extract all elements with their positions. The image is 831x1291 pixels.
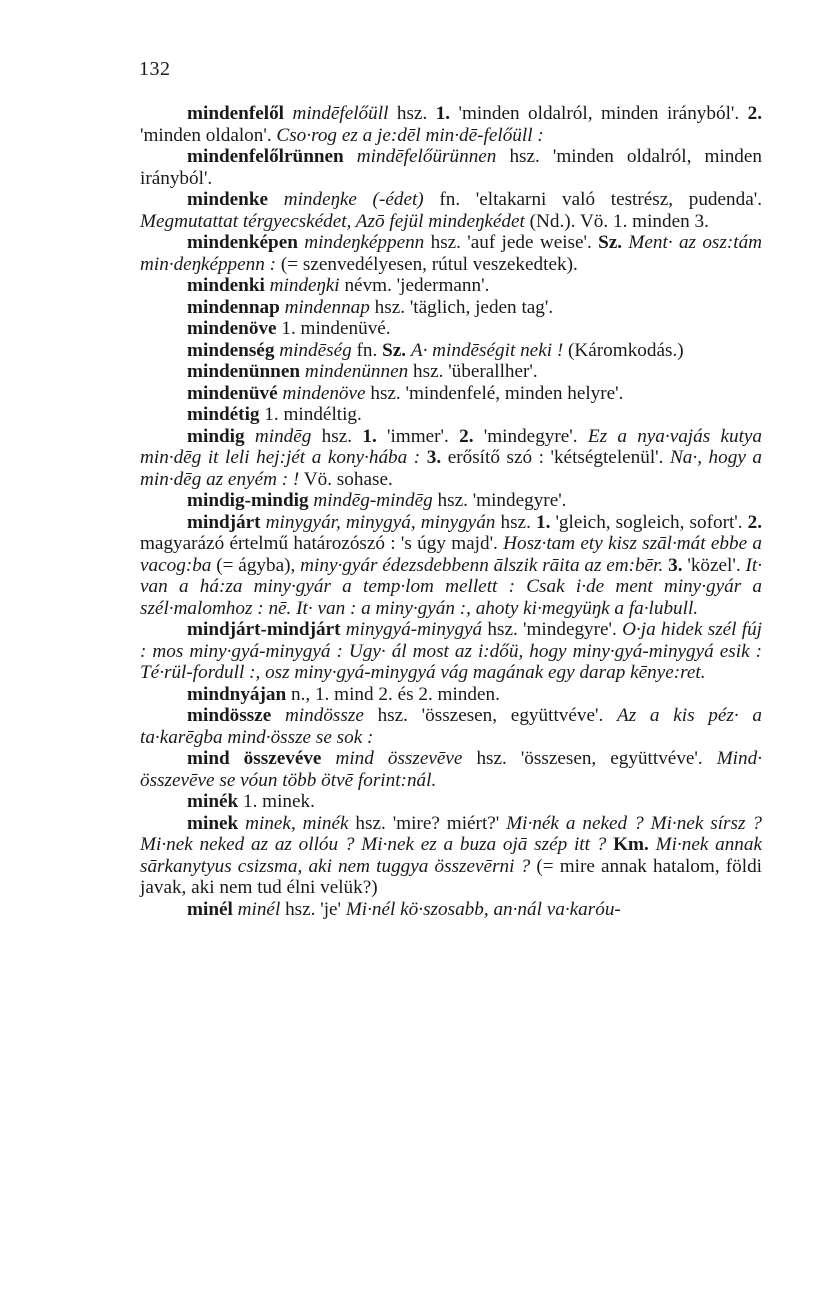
italic-text: mindeŋke (-édet) bbox=[283, 189, 424, 210]
italic-text: Ment· az osz:tám min·deŋképpenn : bbox=[140, 232, 763, 275]
italic-text: A· mindēségit neki ! bbox=[410, 339, 564, 361]
dictionary-entry bbox=[140, 297, 762, 319]
entry-text: hsz. 'minden oldalról, minden irányból'. bbox=[140, 146, 762, 189]
italic-text: minél bbox=[237, 898, 281, 920]
italic-text: minygyá-minygyá bbox=[345, 619, 483, 640]
entry-text: 'minden oldalon'. bbox=[140, 124, 277, 146]
entry-headword: mindenfelől bbox=[187, 103, 285, 124]
entry-headword: mindenség bbox=[187, 339, 275, 361]
italic-text: Megmutattat térgyecskédet, Azō fejül mindeŋkédet bbox=[140, 210, 525, 232]
dictionary-entry bbox=[140, 361, 762, 383]
entry-text: Vö. sohase. bbox=[299, 468, 393, 490]
dictionary-entry bbox=[140, 684, 762, 706]
entry-text: 'gleich, sogleich, sofort'. bbox=[550, 511, 748, 533]
entry-text: névm. 'jedermann'. bbox=[339, 275, 490, 296]
italic-text: minygyár, minygyá, minygyán bbox=[265, 511, 496, 533]
entry-headword: mindenüvé bbox=[187, 382, 278, 404]
entry-headword: mindenke bbox=[187, 189, 269, 210]
italic-text: mindēség bbox=[279, 339, 352, 361]
italic-text: mindēg-mindēg bbox=[313, 490, 433, 511]
entry-headword: mind összevéve bbox=[187, 748, 322, 769]
italic-text: mindēfelőürünnen bbox=[356, 146, 497, 167]
entry-text: hsz. 'mindegyre'. bbox=[482, 619, 623, 640]
entry-text: 'minden oldalról, minden irányból'. bbox=[450, 103, 748, 124]
italic-text: Mind· összevēve se vóun több ötvē forint:nál. bbox=[140, 748, 763, 791]
bold-text: Sz. bbox=[382, 339, 407, 361]
entry-text: (= mire annak hatalom, földi javak, aki nem tud élni velük?) bbox=[140, 855, 763, 898]
bold-text: 1. bbox=[435, 103, 451, 124]
dictionary-entry bbox=[140, 318, 762, 340]
entry-text: 1. mindéltig. bbox=[259, 404, 362, 425]
entry-text bbox=[649, 834, 656, 855]
dictionary-entry bbox=[140, 404, 762, 426]
entry-headword: mindig bbox=[187, 425, 245, 447]
dictionary-entry bbox=[140, 340, 762, 362]
dictionary-entry bbox=[140, 275, 762, 297]
entry-headword: mindenképen bbox=[187, 232, 298, 253]
entry-headword: mindnyájan bbox=[187, 683, 287, 705]
dictionary-entries bbox=[140, 103, 762, 920]
entry-text: (= ágyba), bbox=[211, 554, 301, 576]
dictionary-entry bbox=[140, 791, 762, 813]
dictionary-entry bbox=[140, 383, 762, 405]
italic-text: Ez a nya·vajás kutya min·dēg it leli hej:jét a kony·hába : bbox=[140, 425, 763, 468]
dictionary-entry bbox=[140, 899, 762, 921]
italic-text: Na·, hogy a min·dēg az enyém : ! bbox=[140, 447, 762, 490]
entry-text: (= szenvedélyesen, rútul veszekedtek). bbox=[276, 253, 578, 275]
entry-text: hsz. 'összesen, együttvéve'. bbox=[462, 748, 717, 769]
dictionary-entry bbox=[140, 748, 762, 791]
italic-text: mindeŋki bbox=[269, 275, 340, 296]
italic-text: Cso·rog ez a je:dēl min·dē-felőüll : bbox=[276, 124, 544, 146]
bold-text: Sz. bbox=[598, 232, 623, 253]
entry-text: hsz. 'mindegyre'. bbox=[432, 490, 567, 511]
entry-text: hsz. bbox=[495, 511, 536, 533]
entry-headword: mindenünnen bbox=[187, 361, 301, 382]
entry-text: hsz. bbox=[311, 425, 363, 447]
entry-text: 'immer'. bbox=[376, 425, 460, 447]
entry-headword: mindennap bbox=[187, 296, 280, 318]
dictionary-entry bbox=[140, 619, 762, 684]
italic-text: mindēfelőüll bbox=[292, 103, 389, 124]
entry-text: hsz. 'összesen, együttvéve'. bbox=[363, 705, 617, 726]
entry-headword: mindjárt-mindjárt bbox=[187, 619, 341, 640]
italic-text: Az a kis péz· a ta·karēgba mind·össze se sok : bbox=[140, 705, 762, 748]
italic-text: mindenünnen bbox=[304, 361, 409, 382]
page-number: 132 bbox=[139, 58, 171, 80]
entry-text: hsz. 'überallher'. bbox=[408, 361, 538, 382]
italic-text: Hosz·tam ety kisz szāl·mát ebbe a vacog:ba bbox=[140, 533, 762, 576]
entry-headword: mindössze bbox=[187, 705, 272, 726]
bold-text: 1. bbox=[535, 511, 551, 533]
entry-text bbox=[271, 705, 285, 726]
italic-text: mindēg bbox=[254, 425, 312, 447]
entry-headword: minél bbox=[187, 898, 233, 920]
dictionary-entry bbox=[140, 490, 762, 512]
entry-text: hsz. bbox=[388, 103, 436, 124]
entry-headword: minek bbox=[187, 812, 239, 834]
entry-text bbox=[268, 189, 284, 210]
entry-text: (Nd.). Vö. 1. minden 3. bbox=[524, 210, 709, 232]
bold-text: 1. bbox=[362, 425, 377, 447]
entry-text: 1. mindenüvé. bbox=[276, 318, 391, 339]
italic-text: mindenöve bbox=[282, 382, 366, 404]
entry-text bbox=[321, 748, 335, 769]
entry-text bbox=[245, 426, 255, 447]
entry-headword: mindenöve bbox=[187, 318, 277, 339]
entry-headword: minék bbox=[187, 791, 239, 812]
entry-headword: mindjárt bbox=[187, 511, 261, 533]
entry-text: fn. bbox=[351, 339, 383, 361]
bold-text: Km. bbox=[613, 834, 649, 855]
bold-text: 2. bbox=[459, 425, 474, 447]
entry-text: hsz. 'je' bbox=[280, 898, 346, 920]
dictionary-entry bbox=[140, 232, 762, 275]
entry-text: hsz. 'auf jede weise'. bbox=[424, 232, 599, 253]
entry-text: (Káromkodás.) bbox=[563, 339, 684, 361]
italic-text: mindössze bbox=[284, 705, 364, 726]
italic-text: mindeŋképpenn bbox=[304, 232, 425, 253]
dictionary-entry bbox=[140, 189, 762, 232]
italic-text: Mi·nék a neked ? Mi·nek sírsz ? Mi·nek neked az az ollóu ? Mi·nek ez a buza ojā szép itt ? bbox=[140, 812, 762, 855]
italic-text: Mi·nél kö·szosabb, an·nál va·karóu- bbox=[345, 898, 621, 920]
italic-text: mind összevēve bbox=[335, 748, 463, 769]
entry-text: magyarázó értelmű határozószó : 's úgy majd'. bbox=[140, 533, 504, 554]
entry-text: fn. 'eltakarni való testrész, pudenda'. bbox=[423, 189, 762, 210]
entry-text: 'mindegyre'. bbox=[473, 425, 588, 447]
dictionary-entry bbox=[140, 512, 762, 620]
entry-text bbox=[344, 146, 357, 167]
bold-text: 3. bbox=[426, 447, 442, 468]
italic-text: minek, minék bbox=[245, 812, 349, 834]
entry-headword: mindétig bbox=[187, 404, 260, 425]
dictionary-entry bbox=[140, 103, 762, 146]
entry-text: hsz. 'mindenfelé, minden helyre'. bbox=[365, 382, 624, 404]
dictionary-entry bbox=[140, 705, 762, 748]
dictionary-entry bbox=[140, 146, 762, 189]
italic-text: Mi·nek annak sārkanytyus csizsma, aki nem tuggya összevērni ? bbox=[140, 834, 763, 877]
dictionary-entry bbox=[140, 813, 762, 899]
entry-text: hsz. 'täglich, jeden tag'. bbox=[369, 296, 554, 318]
entry-headword: mindenfelőlrünnen bbox=[187, 146, 344, 167]
italic-text: It· van a há:za miny·gyár a temp·lom mellett : Csak i·de ment miny·gyár a szél·malomhoz : nē. It· van : a miny·gyán :, ahoty ki·megyüŋk a fa·lubull. bbox=[140, 554, 763, 619]
italic-text: miny·gyár édezsdebbenn ālszik rāita az em:bēr. bbox=[300, 554, 664, 576]
bold-text: 2. bbox=[747, 103, 763, 124]
dictionary-entry bbox=[140, 426, 762, 491]
bold-text: 2. bbox=[747, 511, 763, 533]
entry-text: 1. minek. bbox=[238, 791, 315, 812]
entry-text: 'közel'. bbox=[682, 554, 746, 576]
entry-headword: mindig-mindig bbox=[187, 490, 309, 511]
entry-text: hsz. 'mire? miért?' bbox=[348, 812, 507, 834]
italic-text: O·ja hidek szél fúj : mos miny·gyá-minygyá : Ugy· ál most az i:dőü, hogy miny·gyá-minygyá esik : Té·rül-fordull :, osz miny·gyá-minygyá vág magának egy darap kēnye:ret. bbox=[140, 619, 763, 683]
bold-text: 3. bbox=[668, 554, 683, 576]
entry-headword: mindenki bbox=[187, 275, 265, 296]
entry-text: erősítő szó : 'kétségtelenül'. bbox=[441, 447, 670, 468]
italic-text: mindennap bbox=[284, 296, 370, 318]
entry-text: n., 1. mind 2. és 2. minden. bbox=[286, 683, 500, 705]
